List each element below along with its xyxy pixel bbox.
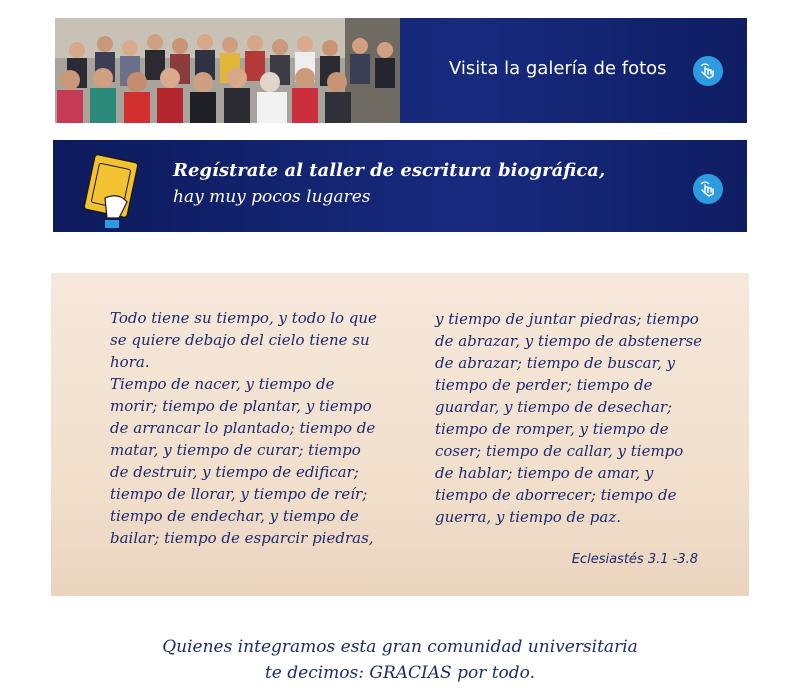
quote-line: coser; tiempo de callar, y tiempo <box>435 442 684 460</box>
quote-line: bailar; tiempo de esparcir piedras, <box>110 529 374 547</box>
gallery-banner[interactable] <box>55 18 747 123</box>
quote-line: morir; tiempo de plantar, y tiempo <box>110 397 372 415</box>
workshop-subtitle: hay muy pocos lugares <box>173 187 371 207</box>
quote-line: hora. <box>110 353 150 371</box>
quote-line: se quiere debajo del cielo tiene su <box>110 331 370 349</box>
workshop-title[interactable]: Regístrate al taller de escritura biográfica, <box>173 160 606 181</box>
group-photo <box>55 18 400 123</box>
quote-right-column <box>435 308 710 528</box>
quote-line: Tiempo de nacer, y tiempo de <box>110 375 335 393</box>
quote-source: Eclesiastés 3.1 -3.8 <box>571 552 698 567</box>
thanks-line-2: te decimos: GRACIAS por todo. <box>264 663 536 683</box>
workshop-touch-button[interactable] <box>693 174 723 204</box>
quote-line: tiempo de romper, y tiempo de <box>435 420 669 438</box>
quote-line: tiempo de perder; tiempo de <box>435 376 653 394</box>
notebook-hand-icon <box>79 148 145 232</box>
quote-box <box>51 273 749 596</box>
quote-line: de arrancar lo plantado; tiempo de <box>110 419 376 437</box>
hand-touch-icon <box>698 179 718 199</box>
quote-line: matar, y tiempo de curar; tiempo <box>110 441 361 459</box>
quote-line: tiempo de aborrecer; tiempo de <box>435 486 677 504</box>
thanks-line-1: Quienes integramos esta gran comunidad universitaria <box>162 637 638 657</box>
quote-line: guardar, y tiempo de desechar; <box>435 398 673 416</box>
quote-line: tiempo de endechar, y tiempo de <box>110 507 359 525</box>
quote-line: de abrazar; tiempo de buscar, y <box>435 354 676 372</box>
gallery-touch-button[interactable] <box>693 56 723 86</box>
workshop-banner[interactable] <box>53 140 747 232</box>
quote-line: de abrazar, y tiempo de abstenerse <box>435 332 703 350</box>
quote-line: de destruir, y tiempo de edificar; <box>110 463 359 481</box>
quote-line: Todo tiene su tiempo, y todo lo que <box>110 309 377 327</box>
quote-left-column <box>110 307 380 549</box>
quote-line: de hablar; tiempo de amar, y <box>435 464 654 482</box>
quote-line: guerra, y tiempo de paz. <box>435 508 621 526</box>
hand-touch-icon <box>698 61 718 81</box>
quote-line: y tiempo de juntar piedras; tiempo <box>435 310 699 328</box>
gallery-link-label[interactable]: Visita la galería de fotos <box>449 58 667 79</box>
quote-line: tiempo de llorar, y tiempo de reír; <box>110 485 368 503</box>
